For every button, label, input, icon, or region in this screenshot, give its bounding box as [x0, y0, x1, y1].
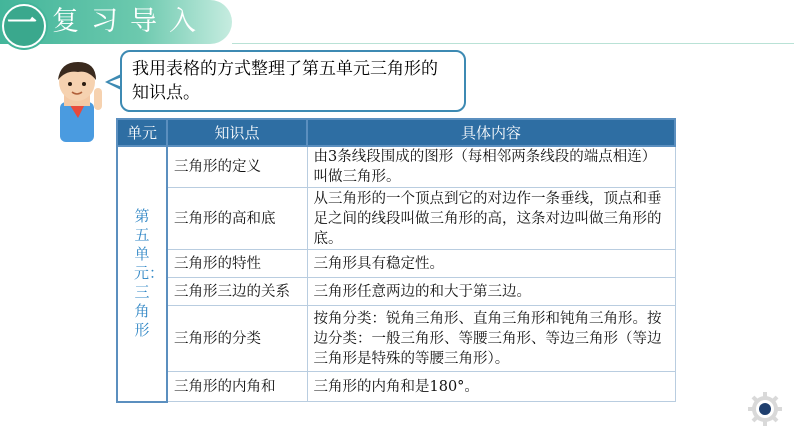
unit-cell: [117, 146, 167, 402]
topic-cell: 三角形的分类: [167, 306, 307, 372]
knowledge-table: [116, 118, 676, 403]
content-cell: 三角形具有稳定性。: [307, 250, 675, 278]
content-cell: 由3条线段围成的图形（每相邻两条线段的端点相连）叫做三角形。: [307, 146, 675, 188]
content-cell: 从三角形的一个顶点到它的对边作一条垂线，顶点和垂足之间的线段叫做三角形的高，这条对边叫做三角形的底。: [307, 188, 675, 250]
content-cell: 按角分类：锐角三角形、直角三角形和钝角三角形。按边分类：一般三角形、等腰三角形、等边三角形（等边三角形是特殊的等腰三角形）。: [307, 306, 675, 372]
speech-bubble: 我用表格的方式整理了第五单元三角形的知识点。: [120, 50, 466, 112]
column-header-unit: 单元: [117, 119, 167, 146]
gear-icon[interactable]: [748, 392, 782, 426]
section-banner: [0, 0, 232, 44]
topic-cell: 三角形的内角和: [167, 372, 307, 402]
topic-cell: 三角形的定义: [167, 146, 307, 188]
content-cell: 三角形任意两边的和大于第三边。: [307, 278, 675, 306]
topic-cell: 三角形的特性: [167, 250, 307, 278]
section-title: 复习导入: [52, 6, 208, 37]
boy-avatar: [38, 58, 118, 142]
topic-cell: 三角形三边的关系: [167, 278, 307, 306]
content-cell: 三角形的内角和是180°。: [307, 372, 675, 402]
column-header-topic: 知识点: [167, 119, 307, 146]
topic-cell: 三角形的高和底: [167, 188, 307, 250]
column-header-content: 具体内容: [307, 119, 675, 146]
header-divider: [232, 43, 794, 44]
section-number: 一: [7, 6, 37, 41]
unit-label: 第五单元：三角形: [134, 207, 165, 340]
